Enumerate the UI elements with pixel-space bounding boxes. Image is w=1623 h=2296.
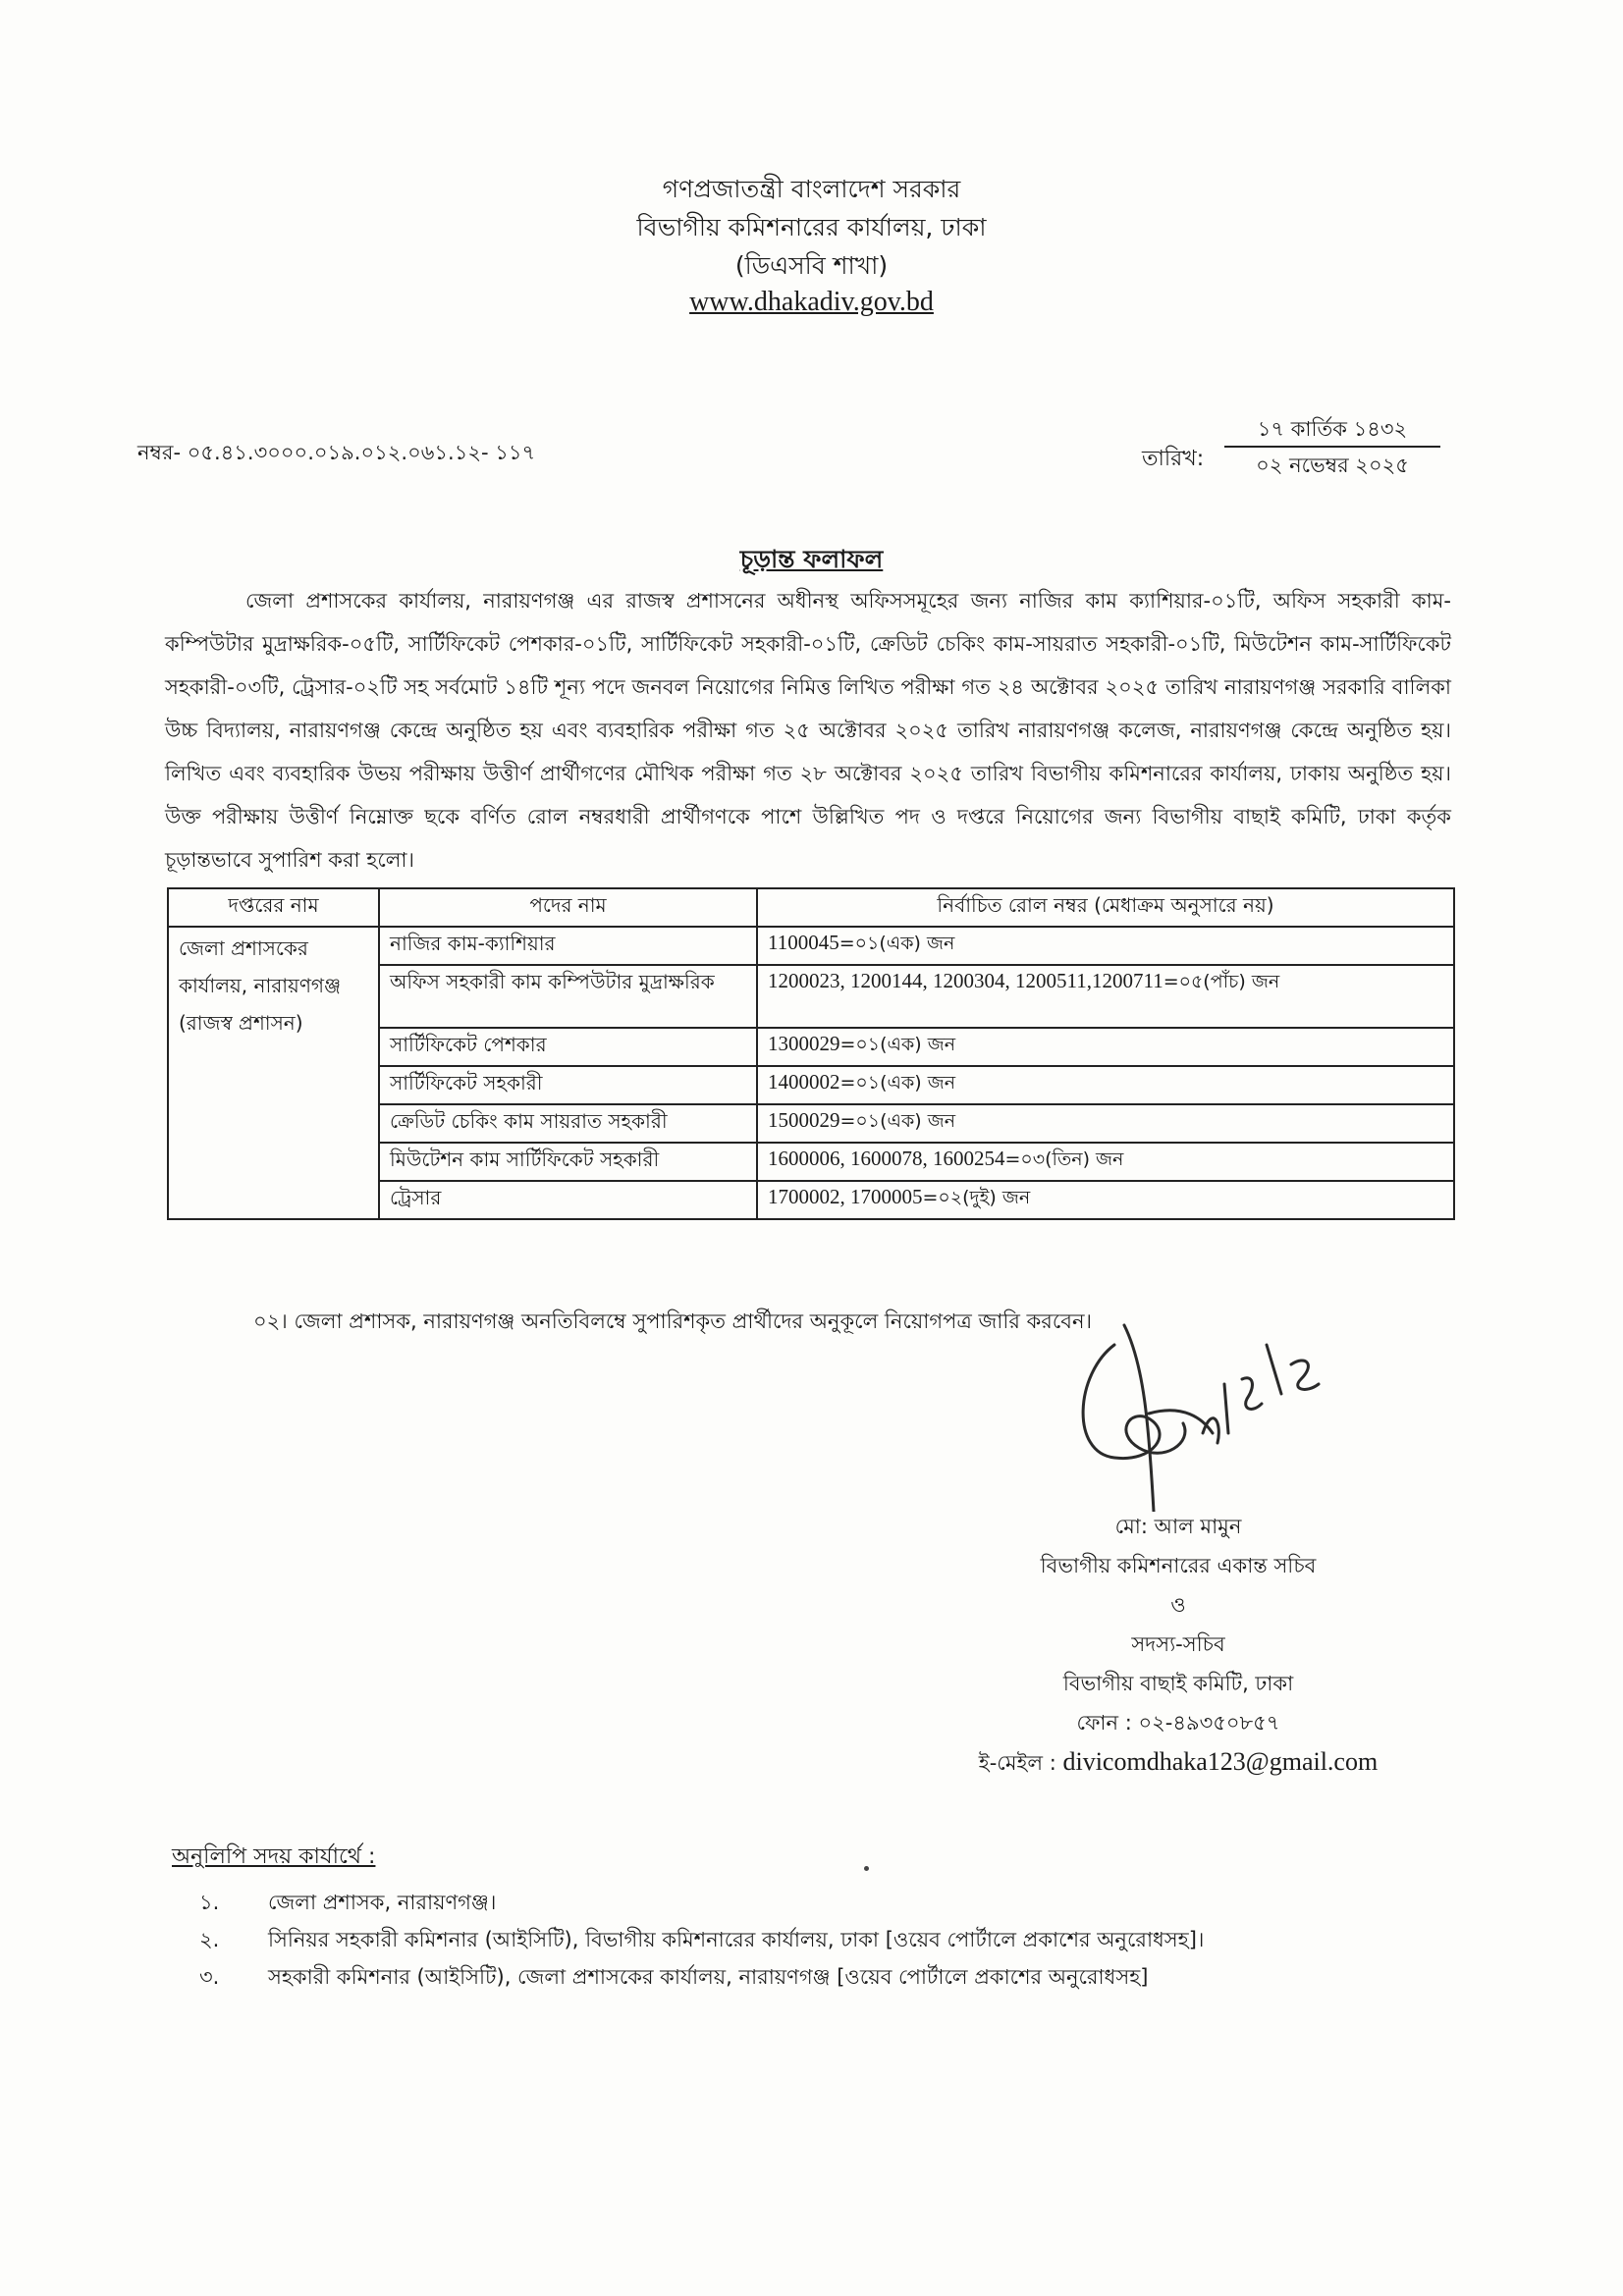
body-text: জেলা প্রশাসকের কার্যালয়, নারায়ণগঞ্জ এর রাজস্ব প্রশাসনের অধীনস্থ অফিসসমূহের জন্য নাজির কাম ক্যাশিয়ার-০১টি, অফিস সহকারী কাম-কম্পিউটার মুদ্রাক্ষরিক-০৫টি, সার্টিফিকেট পেশকার-০১টি, সার্টিফিকেট সহকারী-০১টি, ক্রেডিট চেকিং কাম-সায়রাত সহকারী-০১টি, মিউটেশন কাম-সার্টিফিকেট সহকারী-০৩টি, ট্রেসার-০২টি সহ সর্বমোট ১৪টি শূন্য পদে জনবল নিয়োগের নিমিত্ত লিখিত পরীক্ষা গত ২৪ অক্টোবর ২০২৫ তারিখ নারায়ণগঞ্জ সরকারি বালিকা উচ্চ বিদ্যালয়, নারায়ণগঞ্জ কেন্দ্রে অনুষ্ঠিত হয় এবং ব্যবহারিক পরীক্ষা গত ২৫ অক্টোবর ২০২৫ তারিখ নারায়ণগঞ্জ কলেজ, নারায়ণগঞ্জ কেন্দ্রে অনুষ্ঠিত হয়। লিখিত এবং ব্যবহারিক উভয় পরীক্ষায় উত্তীর্ণ প্রার্থীগণের মৌখিক পরীক্ষা গত ২৮ অক্টোবর ২০২৫ তারিখ বিভাগীয় কমিশনারের কার্যালয়, ঢাকায় অনুষ্ঠিত হয়। উক্ত পরীক্ষায় উত্তীর্ণ নিম্নোক্ত ছকে বর্ণিত রোল নম্বরধারী প্রার্থীগণকে পাশে উল্লিখিত পদ ও দপ্তরে নিয়োগের জন্য বিভাগীয় বাছাই কমিটি, ঢাকা কর্তৃক চূড়ান্তভাবে সুপারিশ করা হলো। [165, 589, 1451, 872]
website-link[interactable]: www.dhakadiv.gov.bd [689, 287, 934, 317]
cc-title: অনুলিপি সদয় কার্যার্থে : [172, 1844, 376, 1869]
date-label: তারিখ: [1142, 447, 1205, 471]
signatory-designation: বিভাগীয় কমিশনারের একান্ত সচিব [1040, 1554, 1317, 1577]
table-row [168, 927, 1454, 965]
govt-name: গণপ্রজাতন্ত্রী বাংলাদেশ সরকার [662, 175, 961, 203]
office-name: বিভাগীয় কমিশনারের কার্যালয়, ঢাকা [636, 213, 987, 241]
signatory-role: সদস্য-সচিব [1131, 1632, 1225, 1656]
roll-count: =০২(দুই) জন [922, 1187, 1031, 1208]
roll-cell [757, 1066, 1454, 1104]
date-bangla: ১৭ কার্তিক ১৪৩২ [1224, 412, 1440, 448]
roll-numbers: 1600006, 1600078, 1600254 [768, 1147, 1005, 1170]
roll-numbers: 1100045 [768, 931, 839, 954]
roll-numbers: 1200023, 1200144, 1200304, 1200511,1200711 [768, 969, 1163, 992]
signature-block [943, 1507, 1414, 1783]
email-link[interactable]: divicomdhaka123@gmail.com [1062, 1747, 1379, 1776]
post-cell: সার্টিফিকেট সহকারী [379, 1066, 757, 1104]
date-box [1224, 412, 1440, 481]
post-cell: সার্টিফিকেট পেশকার [379, 1028, 757, 1066]
roll-numbers: 1300029 [768, 1032, 840, 1055]
signatory-name: মো: আল মামুন [1114, 1515, 1242, 1538]
roll-count: =০১(এক) জন [839, 1072, 956, 1094]
roll-numbers: 1400002 [768, 1070, 840, 1094]
body-paragraph [165, 579, 1451, 881]
roll-cell [757, 1143, 1454, 1181]
instruction-note: ০২। জেলা প্রশাসক, নারায়ণগঞ্জ অনতিবিলম্বে সুপারিশকৃত প্রার্থীদের অনুকূলে নিয়োগপত্র জারি করবেন। [253, 1309, 1093, 1333]
roll-count: =০৩(তিন) জন [1004, 1148, 1124, 1170]
post-cell: অফিস সহকারী কাম কম্পিউটার মুদ্রাক্ষরিক [379, 965, 757, 1028]
roll-count: =০১(এক) জন [839, 1110, 956, 1132]
header-post: পদের নাম [379, 888, 757, 927]
roll-numbers: 1700002, 1700005 [768, 1185, 923, 1208]
cc-number: ২. [199, 1928, 220, 1951]
roll-count: =০১(এক) জন [839, 1034, 956, 1055]
roll-numbers: 1500029 [768, 1108, 840, 1132]
roll-cell [757, 927, 1454, 965]
roll-cell [757, 1028, 1454, 1066]
roll-count: =০৫(পাঁচ) জন [1163, 971, 1280, 992]
email-label: ই-মেইল : [978, 1751, 1063, 1775]
results-table [167, 887, 1455, 1220]
branch-name: (ডিএসবি শাখা) [734, 251, 889, 280]
post-cell: ট্রেসার [379, 1181, 757, 1219]
post-cell: মিউটেশন কাম সার্টিফিকেট সহকারী [379, 1143, 757, 1181]
post-cell: ক্রেডিট চেকিং কাম সায়রাত সহকারী [379, 1104, 757, 1143]
cc-number: ৩. [199, 1965, 220, 1989]
cc-item [172, 1887, 1488, 1921]
signatory-email-line [943, 1742, 1414, 1783]
header-roll: নির্বাচিত রোল নম্বর (মেধাক্রম অনুসারে নয়) [757, 888, 1454, 927]
office-cell: জেলা প্রশাসকের কার্যালয়, নারায়ণগঞ্জ (রাজস্ব প্রশাসন) [168, 927, 379, 1219]
roll-cell [757, 1104, 1454, 1143]
page-title: চূড়ান্ত ফলাফল [739, 545, 884, 573]
signatory-committee: বিভাগীয় বাছাই কমিটি, ঢাকা [1062, 1672, 1294, 1695]
post-cell: নাজির কাম-ক্যাশিয়ার [379, 927, 757, 965]
cc-item [172, 1924, 1488, 1958]
cc-number: ১. [199, 1891, 220, 1914]
cc-text: জেলা প্রশাসক, নারায়ণগঞ্জ। [268, 1891, 497, 1914]
roll-count: =০১(এক) জন [839, 933, 955, 954]
signatory-phone: ফোন : ০২-৪৯৩৫০৮৫৭ [1076, 1711, 1280, 1735]
memo-number: নম্বর- ০৫.৪১.৩০০০.০১৯.০১২.০৬১.১২- ১১৭ [137, 441, 536, 464]
roll-cell [757, 965, 1454, 1028]
signature-icon [1055, 1286, 1330, 1512]
roll-cell [757, 1181, 1454, 1219]
cc-text: সিনিয়র সহকারী কমিশনার (আইসিটি), বিভাগীয় কমিশনারের কার্যালয়, ঢাকা [ওয়েব পোর্টালে প্রকাশের অনুরোধসহ]। [268, 1928, 1205, 1951]
cc-text: সহকারী কমিশনার (আইসিটি), জেলা প্রশাসকের কার্যালয়, নারায়ণগঞ্জ [ওয়েব পোর্টালে প্রকাশের অনুরোধসহ] [268, 1965, 1149, 1989]
date-english: ০২ নভেম্বর ২০২৫ [1256, 454, 1409, 477]
header-office: দপ্তরের নাম [168, 888, 379, 927]
stray-dot [864, 1866, 869, 1871]
cc-item [172, 1961, 1488, 1996]
table-header-row [168, 888, 1454, 927]
signatory-and: ও [1170, 1593, 1186, 1617]
